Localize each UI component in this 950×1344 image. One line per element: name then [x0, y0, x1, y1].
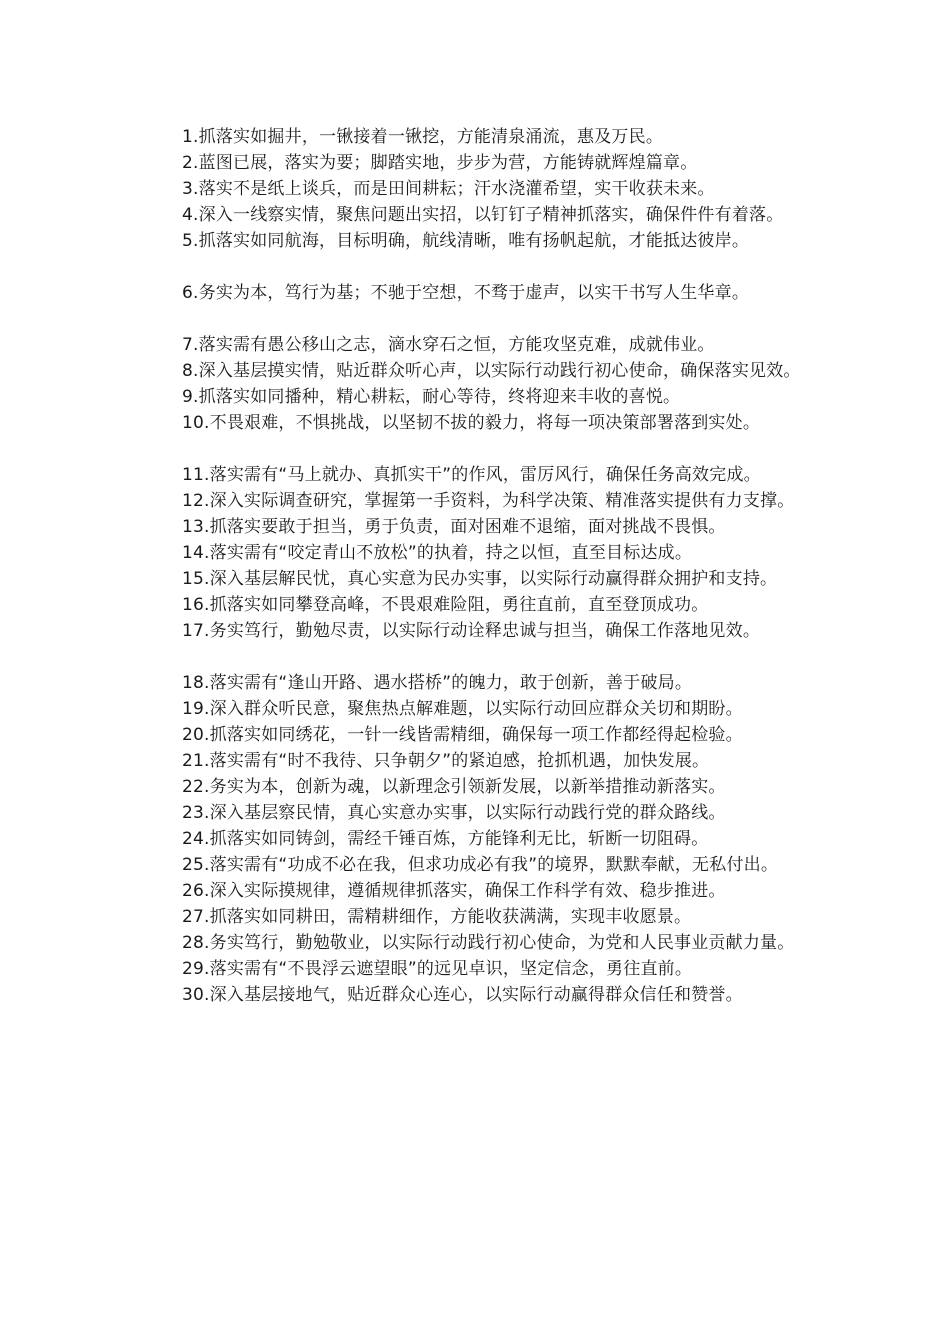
paragraph-13: 13.抓落实要敢于担当，勇于负责，面对困难不退缩，面对挑战不畏惧。 [182, 517, 726, 537]
paragraph-14: 14.落实需有“咬定青山不放松”的执着，持之以恒，直至目标达成。 [182, 543, 693, 563]
paragraph-19: 19.深入群众听民意，聚焦热点解难题，以实际行动回应群众关切和期盼。 [182, 699, 743, 719]
paragraph-8: 8.深入基层摸实情，贴近群众听心声，以实际行动践行初心使命，确保落实见效。 [182, 361, 801, 381]
paragraph-18: 18.落实需有“逢山开路、遇水搭桥”的魄力，敢于创新，善于破局。 [182, 673, 693, 693]
paragraph-4: 4.深入一线察实情，聚焦问题出实招，以钉钉子精神抓落实，确保件件有着落。 [182, 205, 784, 225]
paragraph-7: 7.落实需有愚公移山之志，滴水穿石之恒，方能攻坚克难，成就伟业。 [182, 335, 715, 355]
paragraph-17: 17.务实笃行，勤勉尽责，以实际行动诠释忠诚与担当，确保工作落地见效。 [182, 621, 761, 641]
paragraph-12: 12.深入实际调查研究，掌握第一手资料，为科学决策、精准落实提供有力支撑。 [182, 491, 795, 511]
paragraph-5: 5.抓落实如同航海，目标明确，航线清晰，唯有扬帆起航，才能抵达彼岸。 [182, 231, 750, 251]
paragraph-15: 15.深入基层解民忧，真心实意为民办实事，以实际行动赢得群众拥护和支持。 [182, 569, 778, 589]
paragraph-9: 9.抓落实如同播种，精心耕耘，耐心等待，终将迎来丰收的喜悦。 [182, 387, 681, 407]
paragraph-25: 25.落实需有“功成不必在我，但求功成必有我”的境界，默默奉献，无私付出。 [182, 855, 779, 875]
paragraph-16: 16.抓落实如同攀登高峰，不畏艰难险阻，勇往直前，直至登顶成功。 [182, 595, 709, 615]
paragraph-24: 24.抓落实如同铸剑，需经千锤百炼，方能锋利无比，斩断一切阻碍。 [182, 829, 709, 849]
paragraph-10: 10.不畏艰难，不惧挑战，以坚韧不拔的毅力，将每一项决策部署落到实处。 [182, 413, 761, 433]
document-body [144, 124, 818, 1008]
paragraph-6: 6.务实为本，笃行为基；不驰于空想，不骛于虚声，以实干书写人生华章。 [182, 283, 750, 303]
paragraph-20: 20.抓落实如同绣花，一针一线皆需精细，确保每一项工作都经得起检验。 [182, 725, 743, 745]
paragraph-28: 28.务实笃行，勤勉敬业，以实际行动践行初心使命，为党和人民事业贡献力量。 [182, 933, 795, 953]
paragraph-21: 21.落实需有“时不我待、只争朝夕”的紧迫感，抢抓机遇，加快发展。 [182, 751, 710, 771]
paragraph-22: 22.务实为本，创新为魂，以新理念引领新发展，以新举措推动新落实。 [182, 777, 726, 797]
paragraph-29: 29.落实需有“不畏浮云遮望眼”的远见卓识，坚定信念，勇往直前。 [182, 959, 693, 979]
paragraph-30: 30.深入基层接地气，贴近群众心连心，以实际行动赢得群众信任和赞誉。 [182, 985, 743, 1005]
paragraph-3: 3.落实不是纸上谈兵，而是田间耕耘；汗水浇灌希望，实干收获未来。 [182, 179, 715, 199]
paragraph-1: 1.抓落实如掘井，一锹接着一锹挖，方能清泉涌流，惠及万民。 [182, 127, 664, 147]
paragraph-26: 26.深入实际摸规律，遵循规律抓落实，确保工作科学有效、稳步推进。 [182, 881, 726, 901]
paragraph-11: 11.落实需有“马上就办、真抓实干”的作风，雷厉风行，确保任务高效完成。 [182, 465, 761, 485]
paragraph-2: 2.蓝图已展，落实为要；脚踏实地，步步为营，方能铸就辉煌篇章。 [182, 153, 698, 173]
paragraph-27: 27.抓落实如同耕田，需精耕细作，方能收获满满，实现丰收愿景。 [182, 907, 692, 927]
paragraph-23: 23.深入基层察民情，真心实意办实事，以实际行动践行党的群众路线。 [182, 803, 726, 823]
